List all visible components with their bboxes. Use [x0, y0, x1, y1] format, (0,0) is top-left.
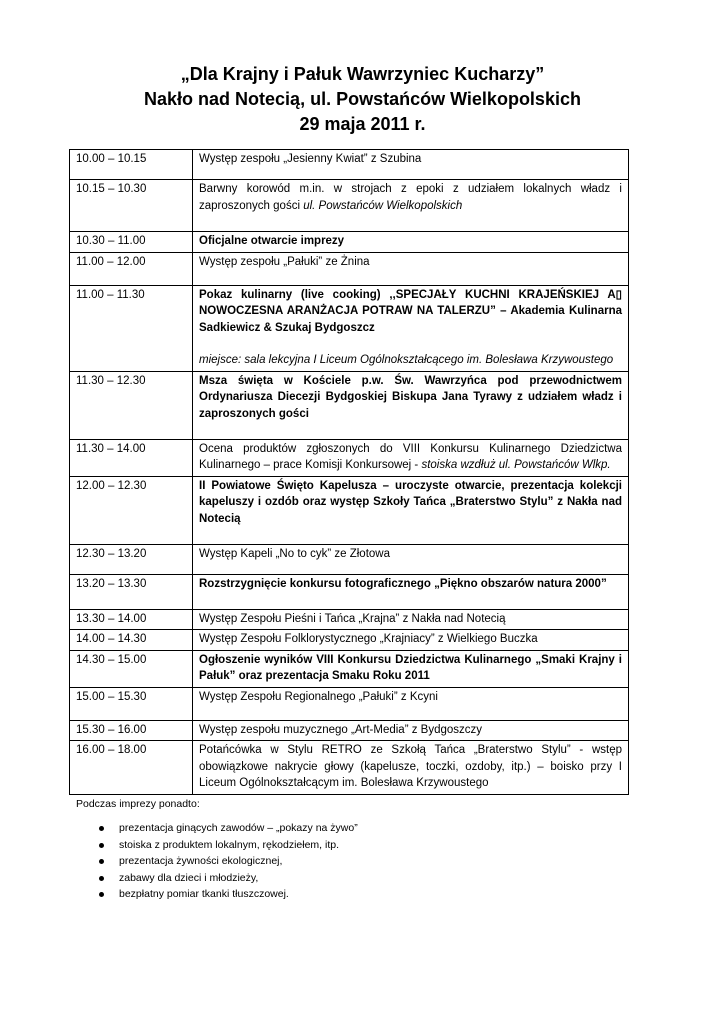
- table-row: [70, 720, 629, 741]
- table-row: [70, 476, 629, 544]
- attractions-list: [76, 821, 636, 902]
- time-cell: 13.30 – 14.00: [70, 609, 193, 630]
- table-row: [70, 439, 629, 476]
- time-cell: 11.30 – 12.30: [70, 371, 193, 439]
- list-item: prezentacja ginących zawodów – „pokazy na żywo”: [119, 821, 636, 836]
- description-cell: Oficjalne otwarcie imprezy: [193, 232, 629, 253]
- table-row: [70, 630, 629, 651]
- time-cell: 14.00 – 14.30: [70, 630, 193, 651]
- time-cell: 12.30 – 13.20: [70, 544, 193, 574]
- description-cell: Występ Zespołu Folklorystycznego „Krajniacy” z Wielkiego Buczka: [193, 630, 629, 651]
- time-cell: 15.00 – 15.30: [70, 687, 193, 720]
- description-cell: Msza święta w Kościele p.w. Św. Wawrzyńca pod przewodnictwem Ordynariusza Diecezji Bydgoskiej Biskupa Jana Tyrawy z udziałem władz i zaproszonych gości: [193, 371, 629, 439]
- table-row: [70, 650, 629, 687]
- list-item: stoiska z produktem lokalnym, rękodziełem, itp.: [119, 838, 636, 853]
- description-cell: Ocena produktów zgłoszonych do VIII Konkursu Kulinarnego Dziedzictwa Kulinarnego – prace Komisji Konkursowej - stoiska wzdłuż ul. Powstańców Wlkp.: [193, 439, 629, 476]
- table-row: [70, 252, 629, 285]
- table-row: [70, 609, 629, 630]
- time-cell: 13.20 – 13.30: [70, 574, 193, 609]
- table-row: [70, 180, 629, 232]
- time-cell: 14.30 – 15.00: [70, 650, 193, 687]
- description-cell: II Powiatowe Święto Kapelusza – uroczyste otwarcie, prezentacja kolekcji kapeluszy i ozdób oraz występ Szkoły Tańca „Braterstwo Stylu” z Nakła nad Notecią: [193, 476, 629, 544]
- description-cell: Barwny korowód m.in. w strojach z epoki z udziałem lokalnych władz i zaproszonych gości ul. Powstańców Wielkopolskich: [193, 180, 629, 232]
- list-item: prezentacja żywności ekologicznej,: [119, 854, 636, 869]
- time-cell: 11.00 – 12.00: [70, 252, 193, 285]
- table-row: [70, 232, 629, 253]
- time-cell: 11.30 – 14.00: [70, 439, 193, 476]
- time-cell: 15.30 – 16.00: [70, 720, 193, 741]
- event-location: Nakło nad Notecią, ul. Powstańców Wielkopolskich: [144, 89, 581, 109]
- event-title: „Dla Krajny i Pałuk Wawrzyniec Kucharzy”: [180, 64, 545, 84]
- description-cell: Występ zespołu muzycznego „Art-Media” z Bydgoszczy: [193, 720, 629, 741]
- time-cell: 16.00 – 18.00: [70, 741, 193, 795]
- table-row: [70, 285, 629, 371]
- time-cell: 10.00 – 10.15: [70, 150, 193, 180]
- notes-intro: Podczas imprezy ponadto:: [76, 798, 200, 810]
- description-cell: Potańcówka w Stylu RETRO ze Szkołą Tańca „Braterstwo Stylu” - wstęp obowiązkowe nakrycie głowy (kapelusze, toczki, ozdoby, itp.) – boisko przy I Liceum Ogólnokształcącym im. Bolesława Krzywoustego: [193, 741, 629, 795]
- list-item: zabawy dla dzieci i młodzieży,: [119, 871, 636, 886]
- table-row: [70, 544, 629, 574]
- time-cell: 10.30 – 11.00: [70, 232, 193, 253]
- description-cell: Rozstrzygnięcie konkursu fotograficznego „Piękno obszarów natura 2000”: [193, 574, 629, 609]
- table-row: [70, 574, 629, 609]
- description-cell: Ogłoszenie wyników VIII Konkursu Dziedzictwa Kulinarnego „Smaki Krajny i Pałuk” oraz prezentacja Smaku Roku 2011: [193, 650, 629, 687]
- description-cell: Pokaz kulinarny (live cooking) ,,SPECJAŁY KUCHNI KRAJEŃSKIEJ A▯ NOWOCZESNA ARANŻACJA POTRAW NA TALERZU” – Akademia Kulinarna Sadkiewicz & Szukaj Bydgoszcz miejsce: sala lekcyjna I Liceum Ogólnokształcącego im. Bolesława Krzywoustego: [193, 285, 629, 371]
- description-cell: Występ zespołu „Pałuki” ze Żnina: [193, 252, 629, 285]
- description-cell: Występ zespołu „Jesienny Kwiat” z Szubina: [193, 150, 629, 180]
- table-row: [70, 150, 629, 180]
- description-cell: Występ Kapeli „No to cyk” ze Złotowa: [193, 544, 629, 574]
- event-date: 29 maja 2011 r.: [299, 114, 426, 134]
- description-cell: Występ Zespołu Pieśni i Tańca „Krajna” z Nakła nad Notecią: [193, 609, 629, 630]
- list-item: bezpłatny pomiar tkanki tłuszczowej.: [119, 887, 636, 902]
- table-row: [70, 371, 629, 439]
- time-cell: 12.00 – 12.30: [70, 476, 193, 544]
- time-cell: 11.00 – 11.30: [70, 285, 193, 371]
- description-cell: Występ Zespołu Regionalnego „Pałuki” z Kcyni: [193, 687, 629, 720]
- time-cell: 10.15 – 10.30: [70, 180, 193, 232]
- document-header: [0, 62, 725, 137]
- additional-attractions: [76, 797, 636, 904]
- table-row: [70, 687, 629, 720]
- schedule-table: [69, 149, 629, 795]
- table-row: [70, 741, 629, 795]
